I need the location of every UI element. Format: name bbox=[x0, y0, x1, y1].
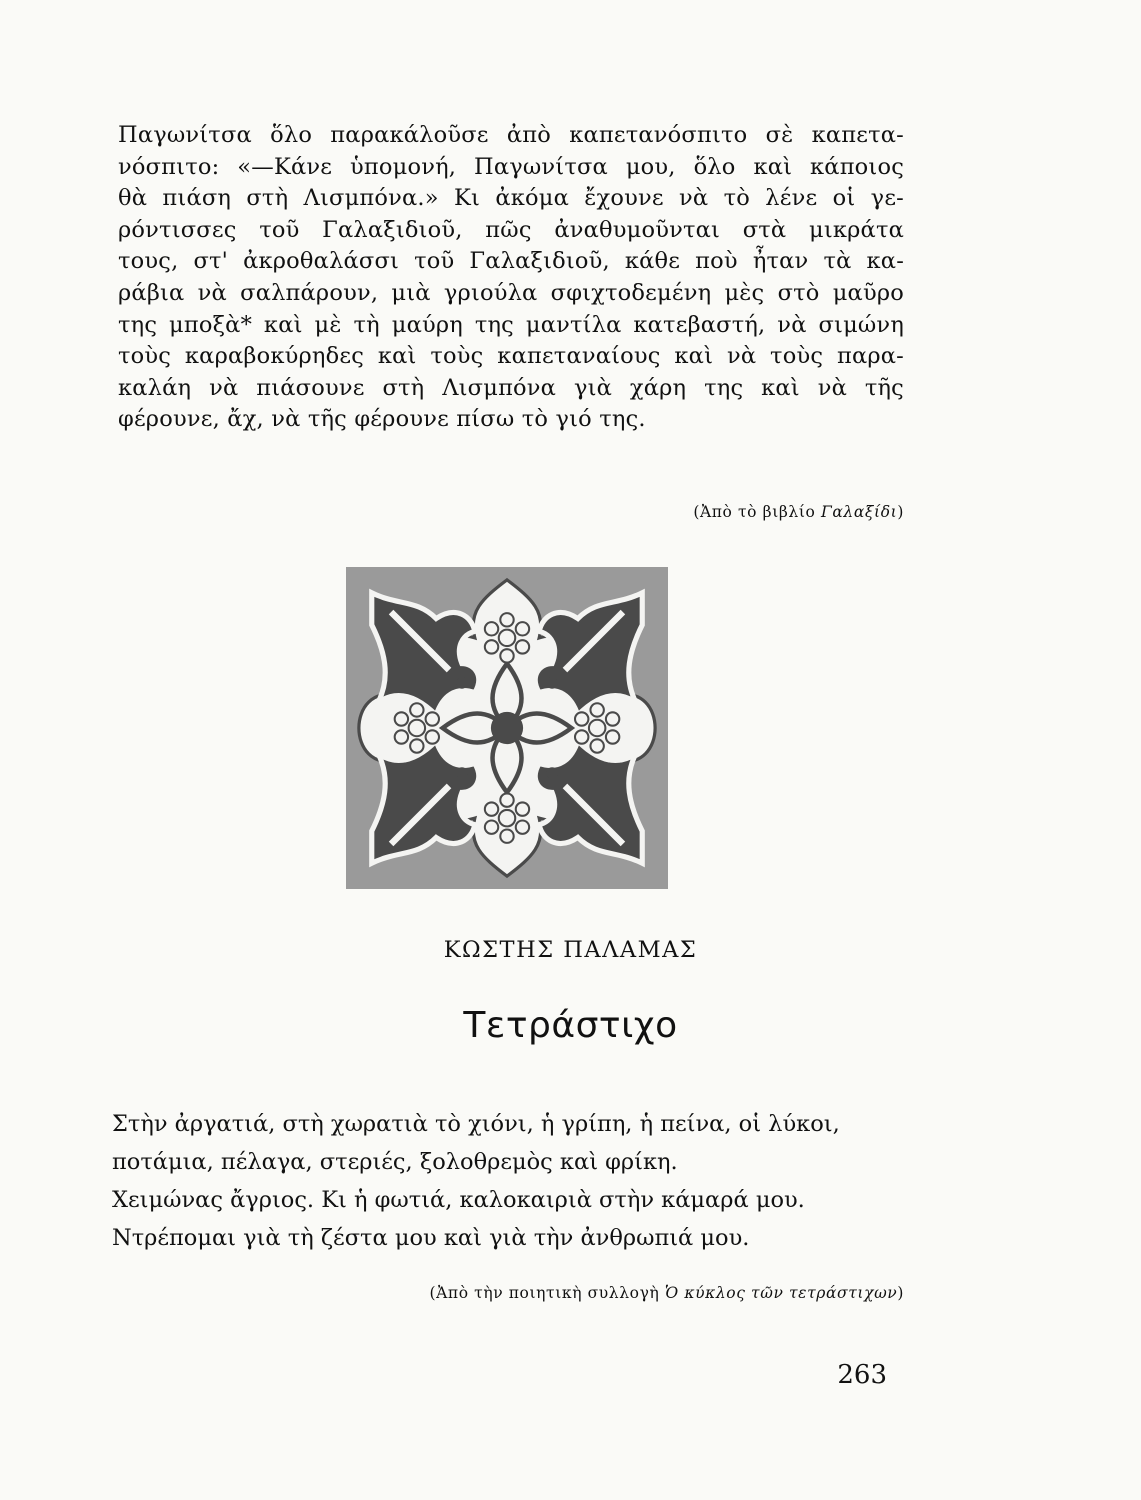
poem-line: Στὴν ἀργατιά, στὴ χωρατιὰ τὸ χιόνι, ἡ γρίπη, ἡ πείνα, οἱ λύκοι, bbox=[112, 1111, 840, 1137]
citation-prefix: (Ἀπὸ τὴν ποιητικὴ συλλογὴ bbox=[429, 1284, 665, 1302]
prose-line: της μποξὰ* καὶ μὲ τὴ μαύρη της μαντίλα κατεβαστή, νὰ σιμώνη bbox=[118, 311, 904, 338]
poem-line: ποτάμια, πέλαγα, στεριές, ξολοθρεμὸς καὶ φρίκη. bbox=[112, 1149, 678, 1175]
prose-line: τους, στ' ἀκροθαλάσσι τοῦ Γαλαξιδιοῦ, κάθε ποὺ ἦταν τὰ κα- bbox=[118, 248, 904, 275]
page-number: 263 bbox=[837, 1360, 887, 1390]
prose-line: καλάη νὰ πιάσουνε στὴ Λισμπόνα γιὰ χάρη της καὶ νὰ τῆς bbox=[118, 374, 904, 401]
citation-suffix: ) bbox=[897, 503, 904, 521]
prose-paragraph bbox=[118, 120, 904, 436]
citation-work-title: Ὁ κύκλος τῶν τετράστιχων bbox=[664, 1284, 898, 1302]
poem-quatrain bbox=[112, 1105, 840, 1257]
source-citation-galaxidi bbox=[118, 503, 904, 521]
poem-line: Χειμώνας ἄγριος. Κι ἡ φωτιά, καλοκαιριὰ στὴν κάμαρά μου. bbox=[112, 1187, 805, 1213]
prose-line: ράβια νὰ σαλπάρουν, μιὰ γριούλα σφιχτοδεμένη μὲς στὸ μαῦρο bbox=[118, 279, 904, 306]
prose-line: νόσπιτο: «—Κάνε ὑπομονή, Παγωνίτσα μου, ὅλο καὶ κάποιος bbox=[118, 153, 904, 180]
citation-prefix: (Ἀπὸ τὸ βιβλίο bbox=[693, 503, 821, 521]
prose-line: Παγωνίτσα ὅλο παρακάλοῦσε ἀπὸ καπετανόσπιτο σὲ καπετα- bbox=[118, 122, 904, 148]
prose-line: ρόντισσες τοῦ Γαλαξιδιοῦ, πῶς ἀναθυμοῦνται στὰ μικράτα bbox=[118, 216, 904, 243]
author-name: ΚΩΣΤΗΣ ΠΑΛΑΜΑΣ bbox=[443, 937, 698, 963]
poem-line: Ντρέπομαι γιὰ τὴ ζέστα μου καὶ γιὰ τὴν ἀνθρωπιά μου. bbox=[112, 1225, 750, 1251]
poem-title: Τετράστιχο bbox=[463, 1005, 678, 1046]
source-citation-tetrastichs bbox=[118, 1284, 904, 1302]
ornament-tile bbox=[346, 567, 668, 889]
prose-line: φέρουνε, ἄχ, νὰ τῆς φέρουνε πίσω τὸ γιό της. bbox=[118, 406, 646, 433]
prose-line: θὰ πιάση στὴ Λισμπόνα.» Κι ἀκόμα ἔχουνε νὰ τὸ λένε οἱ γε- bbox=[118, 185, 904, 212]
citation-suffix: ) bbox=[897, 1284, 904, 1302]
citation-work-title: Γαλαξίδι bbox=[821, 503, 898, 521]
prose-line: τοὺς καραβοκύρηδες καὶ τοὺς καπεταναίους καὶ νὰ τοὺς παρα- bbox=[118, 343, 904, 370]
